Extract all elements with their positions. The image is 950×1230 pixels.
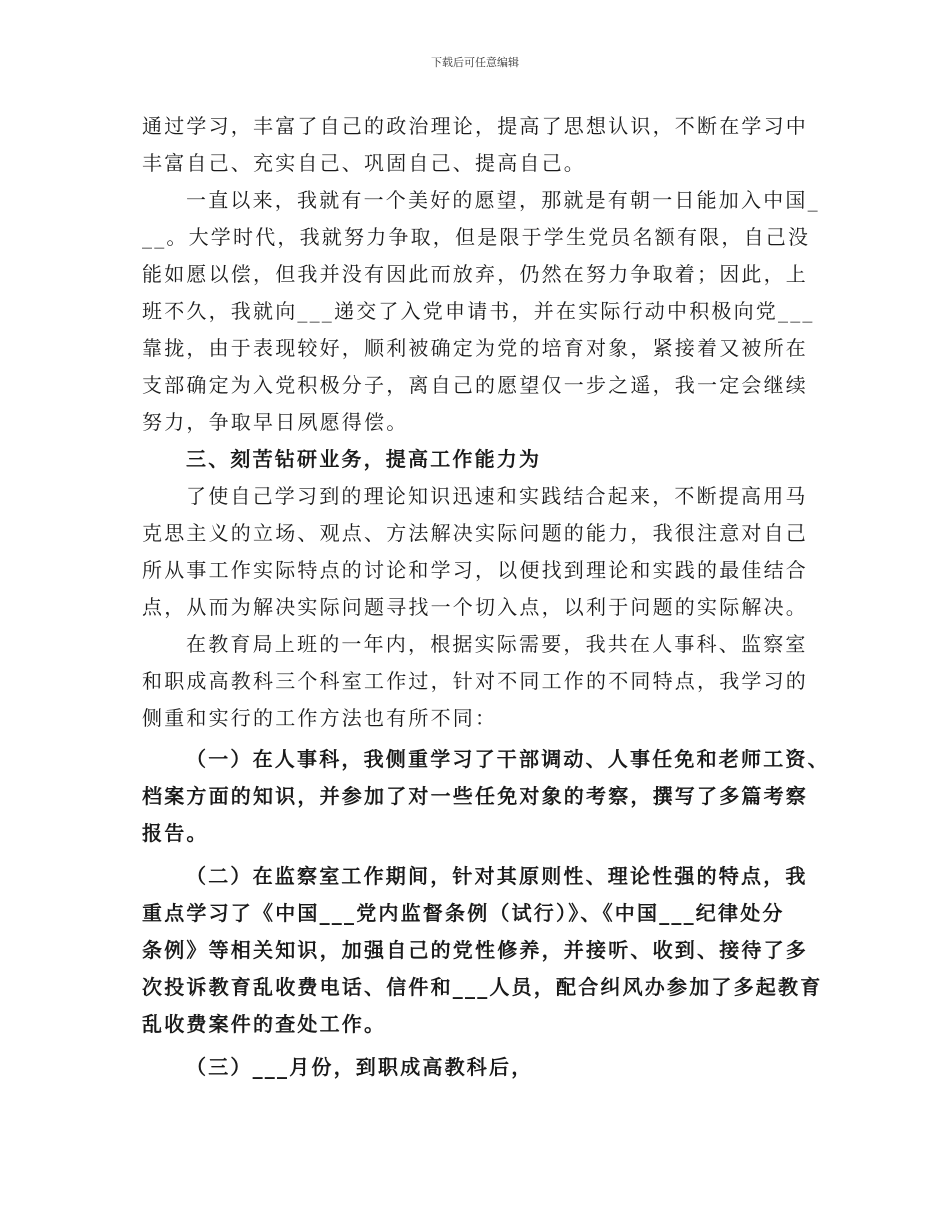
text-line: 侧重和实行的工作方法也有所不同： xyxy=(142,706,498,730)
text-line: 和职成高教科三个科室工作过，针对不同工作的不同特点，我学习的 xyxy=(142,669,808,693)
text-line: 了使自己学习到的理论知识迅速和实践结合起来，不断提高用马 xyxy=(186,484,808,508)
bold-paragraph xyxy=(142,1049,810,1086)
paragraph xyxy=(142,108,810,182)
text-line: （一）在人事科，我侧重学习了干部调动、人事任免和老师工资、 xyxy=(186,747,830,771)
text-line: 档案方面的知识，并参加了对一些任免对象的考察，撰写了多篇考察 xyxy=(142,784,808,808)
text-line: 次投诉教育乱收费电话、信件和___人员，配合纠风办参加了多起教育 xyxy=(142,975,823,999)
page-header: 下载后可任意编辑 xyxy=(431,56,519,69)
bold-paragraph xyxy=(142,741,830,852)
text-line: 一直以来，我就有一个美好的愿望，那就是有朝一日能加入中国_ xyxy=(186,188,820,212)
text-line: 在教育局上班的一年内，根据实际需要，我共在人事科、监察室 xyxy=(186,632,808,656)
document-body xyxy=(142,108,830,1086)
heading-text: 三、刻苦钻研业务，提高工作能力为 xyxy=(186,447,542,471)
text-line: 乱收费案件的查处工作。 xyxy=(142,1012,387,1036)
text-line: 支部确定为入党积极分子，离自己的愿望仅一步之遥，我一定会继续 xyxy=(142,373,808,397)
text-line: 能如愿以偿，但我并没有因此而放弃，仍然在努力争取着；因此，上 xyxy=(142,262,808,286)
bold-paragraph xyxy=(142,858,823,1043)
text-line: 条例》等相关知识，加强自己的党性修养，并接听、收到、接待了多 xyxy=(142,938,808,962)
text-line: 报告。 xyxy=(142,821,209,845)
section-heading xyxy=(142,441,810,478)
text-line: （三）___月份，到职成高教科后， xyxy=(186,1055,534,1079)
text-line: 丰富自己、充实自己、巩固自己、提高自己。 xyxy=(142,151,586,175)
text-line: 努力，争取早日夙愿得偿。 xyxy=(142,410,409,434)
text-line: 班不久，我就向___递交了入党申请书，并在实际行动中积极向党___ xyxy=(142,299,815,323)
text-line: 重点学习了《中国___党内监督条例（试行）》、《中国___纪律处分 xyxy=(142,901,785,925)
text-line: 克思主义的立场、观点、方法解决实际问题的能力，我很注意对自己 xyxy=(142,521,808,545)
paragraph xyxy=(142,182,820,441)
text-line: __。大学时代，我就努力争取，但是限于学生党员名额有限，自己没 xyxy=(142,225,811,249)
text-line: 通过学习，丰富了自己的政治理论，提高了思想认识，不断在学习中 xyxy=(142,114,808,138)
paragraph xyxy=(142,478,810,626)
text-line: 靠拢，由于表现较好，顺利被确定为党的培育对象，紧接着又被所在 xyxy=(142,336,808,360)
text-line: 点，从而为解决实际问题寻找一个切入点，以利于问题的实际解决。 xyxy=(142,595,808,619)
text-line: （二）在监察室工作期间，针对其原则性、理论性强的特点，我 xyxy=(186,864,808,888)
paragraph xyxy=(142,626,810,737)
text-line: 所从事工作实际特点的讨论和学习，以便找到理论和实践的最佳结合 xyxy=(142,558,808,582)
